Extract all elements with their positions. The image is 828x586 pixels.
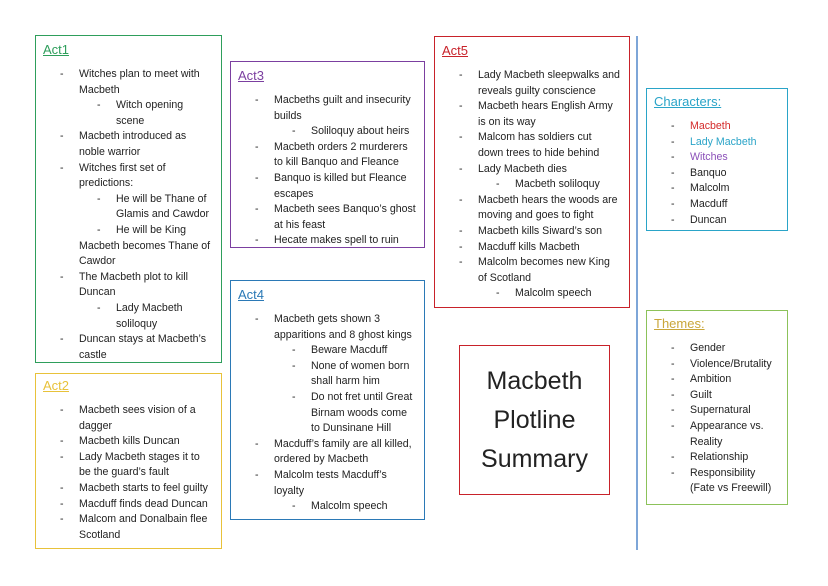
title-line: Macbeth [486,366,583,395]
list-item [231,437,425,453]
act4-box [230,280,425,520]
list-item-text: builds [274,109,302,122]
list-item [435,271,630,287]
bullet-dash-icon: - [459,69,463,81]
list-item-text: Malcom and Donalbain flee [79,513,208,526]
list-item-text: Macbeth orders 2 murderers [274,140,408,153]
list-item [231,124,425,140]
bullet-dash-icon: - [292,359,296,372]
list-item-text: of Scotland [478,271,532,284]
list-item-text: down trees to hide behind [478,146,600,159]
bullet-dash-icon: - [60,450,64,463]
themes-title: Themes: [654,316,705,331]
bullet-dash-icon: - [97,192,101,205]
list-item-text: Macbeth sees Banquo’s ghost [274,203,416,216]
list-item-text: Duncan [79,286,116,299]
list-item-text: Malcom has soldiers cut [478,131,592,144]
list-item [435,286,630,302]
list-item [36,465,222,481]
themes-list [647,341,788,497]
list-item [231,359,425,375]
list-item-text: Macbeth starts to feel guilty [79,481,208,494]
list-item-text: Scotland [79,528,121,541]
list-item-text: Malcolm speech [311,500,388,513]
list-item [647,213,788,229]
list-item-text: Reality [690,435,723,448]
list-item [231,202,425,218]
list-item [231,233,425,248]
bullet-dash-icon: - [60,270,64,283]
list-item [647,341,788,357]
list-item [231,312,425,328]
list-item [647,481,788,497]
list-item-text: Appearance vs. [690,419,764,432]
list-item-text: Macduff finds dead Duncan [79,497,208,510]
bullet-dash-icon: - [60,161,64,174]
list-item-text: Birnam woods come [311,406,407,419]
list-item [36,239,222,255]
list-item [36,403,222,419]
list-item-text: escapes [274,187,314,200]
bullet-dash-icon: - [255,140,259,153]
list-item [435,84,630,100]
list-item [36,332,222,348]
list-item [435,255,630,271]
list-item [231,218,425,234]
bullet-dash-icon: - [459,100,463,113]
list-item-text: moving and goes to fight [478,209,594,222]
act1-title: Act1 [43,42,70,57]
bullet-dash-icon: - [671,404,675,417]
bullet-dash-icon: - [671,151,675,164]
list-item-text: to kill Banquo and Fleance [274,156,399,169]
characters-title: Characters: [654,94,722,109]
list-item [231,155,425,171]
list-item [36,270,222,286]
list-item [647,435,788,451]
list-item [36,285,222,301]
list-item-text: Malcolm [690,182,730,195]
list-item [435,193,630,209]
list-item-text: Lady Macbeth stages it to [79,450,200,463]
list-item-text: castle [79,348,107,361]
list-item-text: Witches plan to meet with [79,68,200,80]
list-item-text: Gender [690,342,726,354]
list-item-text: Banquo [690,166,727,179]
list-item [36,67,222,83]
list-item [36,207,222,223]
list-item-text: dagger [79,419,112,432]
bullet-dash-icon: - [671,419,675,432]
list-item-text: None of women born [311,359,410,372]
list-item [36,419,222,435]
list-item [36,450,222,466]
characters-box [646,88,788,231]
list-item-text: Hecate makes spell to ruin [274,234,399,247]
list-item-text: Macbeth sees vision of a [79,404,196,416]
list-item [36,317,222,333]
list-item [435,115,630,131]
list-item [231,343,425,359]
list-item-text: The Macbeth plot to kill [79,270,188,283]
bullet-dash-icon: - [292,344,296,357]
vertical-divider [636,36,638,550]
list-item-text: Macbeth hears the woods are [478,193,618,206]
act1-box [35,35,222,363]
list-item [36,176,222,192]
list-item-text: reveals guilty conscience [478,84,596,97]
list-item-text: shall harm him [311,375,380,388]
list-item [435,208,630,224]
list-item [647,166,788,182]
act4-list [231,312,425,515]
list-item-text: Beware Macduff [311,344,388,357]
bullet-dash-icon: - [255,313,259,325]
list-item-text: loyalty [274,484,305,497]
bullet-dash-icon: - [60,130,64,143]
list-item-text: apparitions and 8 ghost kings [274,328,412,341]
list-item-text: He will be Thane of [116,192,207,205]
list-item [435,162,630,178]
list-item [231,452,425,468]
list-item [36,512,222,528]
bullet-dash-icon: - [255,437,259,450]
bullet-dash-icon: - [60,333,64,346]
list-item-text: Macbeth introduced as [79,130,187,143]
list-item [231,171,425,187]
act2-list [36,403,222,543]
list-item [36,481,222,497]
list-item-text: is on its way [478,115,536,128]
list-item [231,140,425,156]
list-item [647,388,788,404]
list-item-text: Malcolm speech [515,287,592,300]
list-item [36,528,222,544]
list-item [647,119,788,135]
list-item-text: noble warrior [79,145,141,158]
bullet-dash-icon: - [459,193,463,206]
list-item-text: Lady Macbeth [116,301,183,314]
list-item [36,223,222,239]
bullet-dash-icon: - [60,435,64,448]
act2-box [35,373,222,549]
list-item-text: Macduff’s family are all killed, [274,437,412,450]
bullet-dash-icon: - [60,513,64,526]
title-box [459,345,610,495]
list-item [36,497,222,513]
act1-list [36,67,222,363]
list-item-text: Relationship [690,451,749,464]
act2-title: Act2 [43,378,70,393]
list-item-text: Banquo is killed but Fleance [274,171,407,184]
bullet-dash-icon: - [97,223,101,236]
list-item [647,150,788,166]
act3-list [231,93,425,248]
list-item [647,197,788,213]
list-item-text: Macduff [690,197,728,210]
list-item-text: Malcolm tests Macduff’s [274,468,387,481]
bullet-dash-icon: - [60,481,64,494]
list-item [435,130,630,146]
list-item-text: Witch opening [116,99,184,112]
list-item-text: Glamis and Cawdor [116,208,210,221]
bullet-dash-icon: - [459,256,463,269]
list-item-text: Macbeth gets shown 3 [274,313,380,325]
list-item [231,484,425,500]
list-item [231,93,425,109]
list-item [36,161,222,177]
bullet-dash-icon: - [255,468,259,481]
list-item [231,499,425,515]
list-item [36,254,222,270]
list-item-text: ordered by Macbeth [274,453,369,466]
bullet-dash-icon: - [292,125,296,138]
list-item-text: at his feast [274,218,326,231]
bullet-dash-icon: - [496,178,500,191]
list-item-text: Guilt [690,388,712,401]
list-item-text: be the guard’s fault [79,466,169,479]
list-item-text: Macbeth [690,120,731,132]
list-item-text: soliloquy [116,317,158,330]
bullet-dash-icon: - [255,203,259,216]
act5-box [434,36,630,308]
list-item-text: to Dunsinane Hill [311,422,392,435]
bullet-dash-icon: - [292,390,296,403]
list-item-text: Violence/Brutality [690,357,772,370]
list-item-text: He will be King [116,223,187,236]
list-item [647,372,788,388]
list-item [435,99,630,115]
bullet-dash-icon: - [671,342,675,354]
list-item-text: Do not fret until Great [311,390,413,403]
list-item-text: Macbeth kills Siward’s son [478,224,603,237]
list-item-text: Macbeths guilt and insecurity [274,94,411,106]
list-item [435,177,630,193]
list-item [36,98,222,114]
bullet-dash-icon: - [671,357,675,370]
list-item [36,301,222,317]
bullet-dash-icon: - [496,287,500,300]
list-item [231,390,425,406]
bullet-dash-icon: - [97,301,101,314]
list-item-text: Duncan [690,213,727,226]
list-item [231,109,425,125]
list-item-text: (Fate vs Freewill) [690,482,772,495]
list-item-text: Macduff kills Macbeth [478,240,580,253]
bullet-dash-icon: - [459,162,463,175]
list-item [231,187,425,203]
list-item-text: Duncan stays at Macbeth’s [79,333,206,346]
list-item-text: Macbeth kills Duncan [79,435,180,448]
bullet-dash-icon: - [671,166,675,179]
list-item-text: Witches first set of [79,161,166,174]
characters-list [647,119,788,228]
bullet-dash-icon: - [255,94,259,106]
list-item-text: Lady Macbeth sleepwalks and [478,69,620,81]
list-item [435,68,630,84]
list-item [36,129,222,145]
list-item [231,468,425,484]
list-item-text: Macbeth becomes Thane of [79,239,211,252]
bullet-dash-icon: - [60,404,64,416]
bullet-dash-icon: - [671,451,675,464]
list-item-text: Cawdor [79,255,116,268]
title-line: Summary [481,444,588,473]
list-item [231,421,425,437]
list-item [647,181,788,197]
list-item [647,357,788,373]
list-item [231,328,425,344]
act4-title: Act4 [238,287,265,302]
list-item-text: predictions: [79,177,134,190]
bullet-dash-icon: - [459,131,463,144]
bullet-dash-icon: - [671,213,675,226]
list-item [435,146,630,162]
list-item [647,419,788,435]
list-item-text: Lady Macbeth [690,135,757,148]
bullet-dash-icon: - [671,135,675,148]
act5-list [435,68,630,302]
list-item [36,145,222,161]
bullet-dash-icon: - [459,224,463,237]
list-item-text: Macbeth hears English Army [478,100,613,113]
bullet-dash-icon: - [671,182,675,195]
list-item [36,434,222,450]
list-item [231,374,425,390]
list-item [36,348,222,363]
bullet-dash-icon: - [255,234,259,247]
title-line: Plotline [493,405,576,434]
act3-title: Act3 [238,68,265,83]
list-item [36,114,222,130]
list-item [435,240,630,256]
list-item-text: Macbeth [79,83,120,96]
bullet-dash-icon: - [671,373,675,386]
list-item [435,224,630,240]
bullet-dash-icon: - [292,500,296,513]
act5-title: Act5 [442,43,469,58]
bullet-dash-icon: - [671,120,675,132]
list-item-text: Ambition [690,373,732,386]
list-item-text: Supernatural [690,404,751,417]
act3-box [230,61,425,248]
list-item [647,466,788,482]
list-item [36,83,222,99]
themes-box [646,310,788,505]
bullet-dash-icon: - [459,240,463,253]
list-item-text: Witches [690,151,728,164]
list-item-text: Lady Macbeth dies [478,162,567,175]
list-item [231,406,425,422]
bullet-dash-icon: - [255,171,259,184]
bullet-dash-icon: - [60,68,64,80]
list-item-text: Malcolm becomes new King [478,256,610,269]
list-item [647,403,788,419]
bullet-dash-icon: - [671,466,675,479]
list-item-text: Soliloquy about heirs [311,125,410,138]
list-item [647,450,788,466]
bullet-dash-icon: - [671,197,675,210]
bullet-dash-icon: - [671,388,675,401]
list-item-text: Macbeth soliloquy [515,178,600,191]
bullet-dash-icon: - [97,99,101,112]
list-item-text: scene [116,114,145,127]
list-item [36,192,222,208]
list-item [647,135,788,151]
bullet-dash-icon: - [60,497,64,510]
list-item-text: Responsibility [690,466,756,479]
